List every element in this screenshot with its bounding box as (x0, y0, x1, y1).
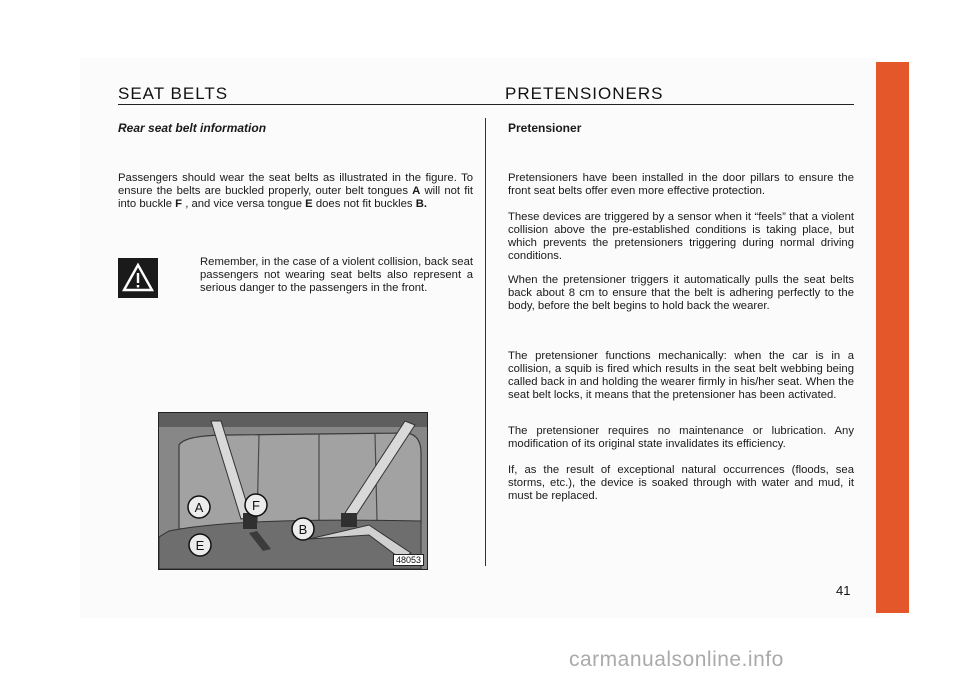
rear-seat-belt-figure (158, 412, 428, 570)
warning-text: Remember, in the case of a violent collision, back seat passengers not wearing seat belts also represent a serious danger to the passengers in the front. (200, 256, 473, 294)
text-run: does not fit buckles (312, 198, 416, 210)
header-rule (118, 104, 854, 105)
callout-a: A (194, 500, 204, 515)
text-run: Passengers should wear the seat belts as illustrated in the figure. To ensure the belts are buckled properly, outer belt tongues (118, 172, 473, 197)
section-title-right: PRETENSIONERS (505, 84, 664, 103)
page-number: 41 (836, 583, 851, 598)
passengers-paragraph (118, 172, 473, 211)
warning-triangle-icon (118, 258, 158, 298)
label-f: F (175, 198, 183, 210)
paragraph: The pretensioner requires no maintenance or lubrication. Any modification of its original state invalidates its efficiency. (508, 425, 854, 450)
text-run: will not fit into buckle (118, 185, 473, 210)
callout-b: B (298, 522, 308, 537)
label-a: A (412, 185, 421, 197)
paragraph: If, as the result of exceptional natural occurrences (floods, sea storms, etc.), the device is soaked through with water and mud, it must be replaced. (508, 464, 854, 502)
paragraph: These devices are triggered by a sensor when it “feels” that a violent collision above the pre-established conditions is taking place, but which prevents the pretensioners triggering during normal driving conditions. (508, 211, 854, 262)
section-tab (876, 62, 909, 613)
rear-belt-subheading: Rear seat belt information (118, 121, 267, 135)
callout-e: E (195, 538, 205, 553)
paragraph: Pretensioners have been installed in the door pillars to ensure the front seat belts offer even more effective protection. (508, 172, 854, 197)
seat-illustration (159, 413, 427, 569)
left-column (118, 120, 473, 294)
paragraph: The pretensioner functions mechanically: when the car is in a collision, a squib is fired which results in the seat belt webbing being called back in and holding the wearer firmly in his/her seat. When the seat belt locks, it means that the pretensioner has been activated. (508, 350, 854, 401)
section-title-left: SEAT BELTS (118, 84, 229, 103)
figure-number: 48053 (393, 554, 424, 566)
label-e: E (305, 198, 313, 210)
callout-f: F (252, 498, 260, 513)
column-divider (485, 118, 486, 566)
paragraph: When the pretensioner triggers it automatically pulls the seat belts back about 8 cm to ensure that the belt is adhering perfectly to the body, before the belt begins to hold back the wearer. (508, 274, 854, 312)
watermark: carmanualsonline.info (569, 648, 784, 671)
right-column (508, 120, 854, 502)
pretensioner-subheading: Pretensioner (508, 121, 582, 135)
text-run: , and vice versa tongue (182, 198, 306, 210)
label-b: B. (415, 198, 428, 210)
